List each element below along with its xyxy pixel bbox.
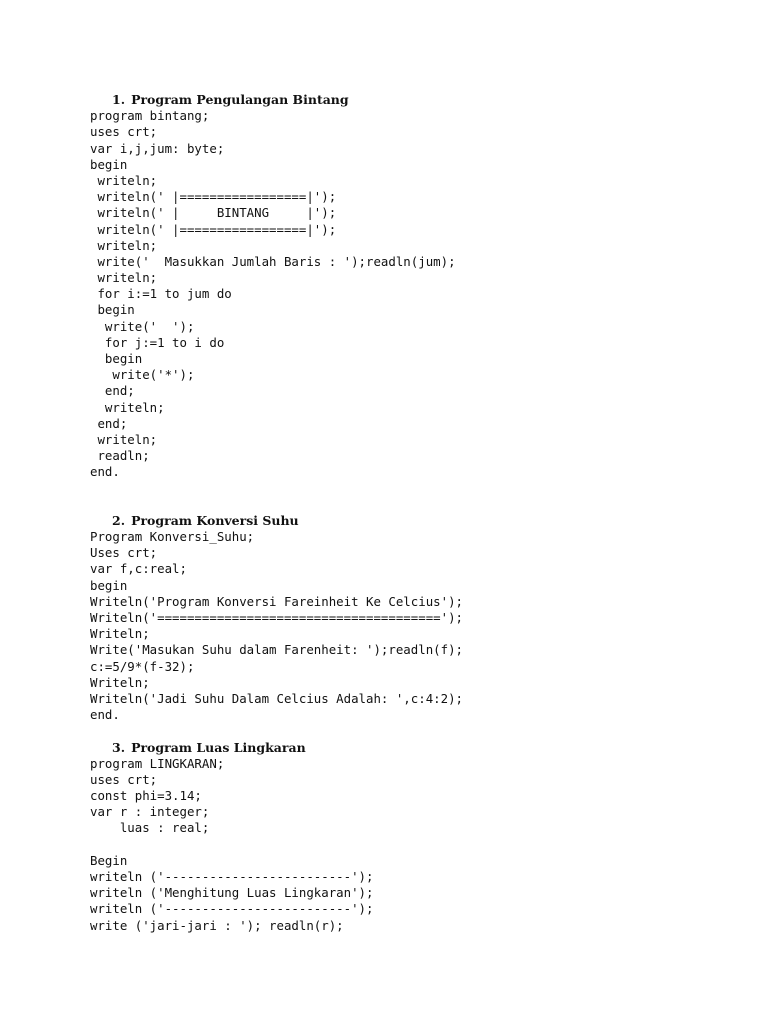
code-line: writeln(' | BINTANG |');: [90, 205, 337, 221]
code-line: var r : integer;: [90, 804, 210, 820]
section-heading: [90, 513, 730, 529]
section-title: Program Konversi Suhu: [131, 512, 299, 528]
code-line: Write('Masukan Suhu dalam Farenheit: ');readln(f);: [90, 642, 463, 658]
section-heading: [90, 92, 730, 108]
code-line: uses crt;: [90, 124, 158, 140]
code-line: Writeln('======================================');: [90, 610, 463, 626]
code-line: writeln;: [90, 399, 165, 415]
section-title: Program Luas Lingkaran: [131, 739, 306, 755]
code-line: writeln(' |=================|');: [90, 189, 337, 205]
code-line: var i,j,jum: byte;: [90, 140, 225, 156]
code-line: writeln;: [90, 431, 158, 447]
code-block: [90, 108, 730, 480]
code-line: c:=5/9*(f-32);: [90, 658, 195, 674]
code-line: write(' ');: [90, 318, 195, 334]
code-line: for i:=1 to jum do: [90, 286, 232, 302]
spacer: [90, 723, 730, 739]
code-line: writeln(' |=================|');: [90, 221, 337, 237]
code-line: for j:=1 to i do: [90, 334, 225, 350]
section-program-luas-lingkaran: [90, 740, 730, 934]
code-line: write(' Masukkan Jumlah Baris : ');readln(jum);: [90, 253, 456, 269]
section-program-bintang: [90, 92, 730, 481]
section-title: Program Pengulangan Bintang: [131, 92, 349, 107]
code-line: end.: [90, 707, 120, 723]
code-line: write('*');: [90, 367, 195, 383]
code-line: write ('jari-jari : '); readln(r);: [90, 917, 344, 933]
code-line: Uses crt;: [90, 545, 158, 561]
spacer: [90, 481, 730, 513]
section-heading: [90, 740, 730, 756]
code-line: Writeln;: [90, 626, 150, 642]
code-line: begin: [90, 156, 128, 172]
code-line: program LINGKARAN;: [90, 755, 225, 771]
code-line: [90, 837, 730, 853]
code-line: Writeln('Jadi Suhu Dalam Celcius Adalah: ',c:4:2);: [90, 690, 463, 706]
code-line: writeln ('-------------------------');: [90, 901, 374, 917]
code-line: Writeln('Program Konversi Fareinheit Ke Celcius');: [90, 593, 463, 609]
document-content: [90, 92, 730, 934]
code-line: begin: [90, 302, 135, 318]
code-line: const phi=3.14;: [90, 788, 202, 804]
code-block: [90, 529, 730, 723]
code-line: Writeln;: [90, 674, 150, 690]
code-block: [90, 756, 730, 934]
code-line: writeln ('-------------------------');: [90, 869, 374, 885]
code-line: uses crt;: [90, 771, 158, 787]
code-line: program bintang;: [90, 108, 210, 124]
code-line: end;: [90, 383, 135, 399]
code-line: writeln;: [90, 237, 158, 253]
code-line: begin: [90, 351, 143, 366]
code-line: Begin: [90, 852, 128, 868]
code-line: end.: [90, 464, 120, 480]
code-line: writeln;: [90, 270, 158, 286]
section-number: 2.: [112, 512, 126, 528]
code-line: readln;: [90, 448, 150, 464]
section-number: 1.: [112, 92, 126, 107]
code-line: writeln ('Menghitung Luas Lingkaran');: [90, 885, 374, 901]
code-line: var f,c:real;: [90, 561, 187, 577]
code-line: Program Konversi_Suhu;: [90, 529, 255, 545]
section-program-konversi-suhu: [90, 513, 730, 723]
code-line: begin: [90, 577, 128, 593]
code-line: luas : real;: [90, 820, 210, 836]
section-number: 3.: [112, 739, 126, 755]
code-line: writeln;: [90, 172, 158, 188]
code-line: end;: [90, 415, 128, 431]
